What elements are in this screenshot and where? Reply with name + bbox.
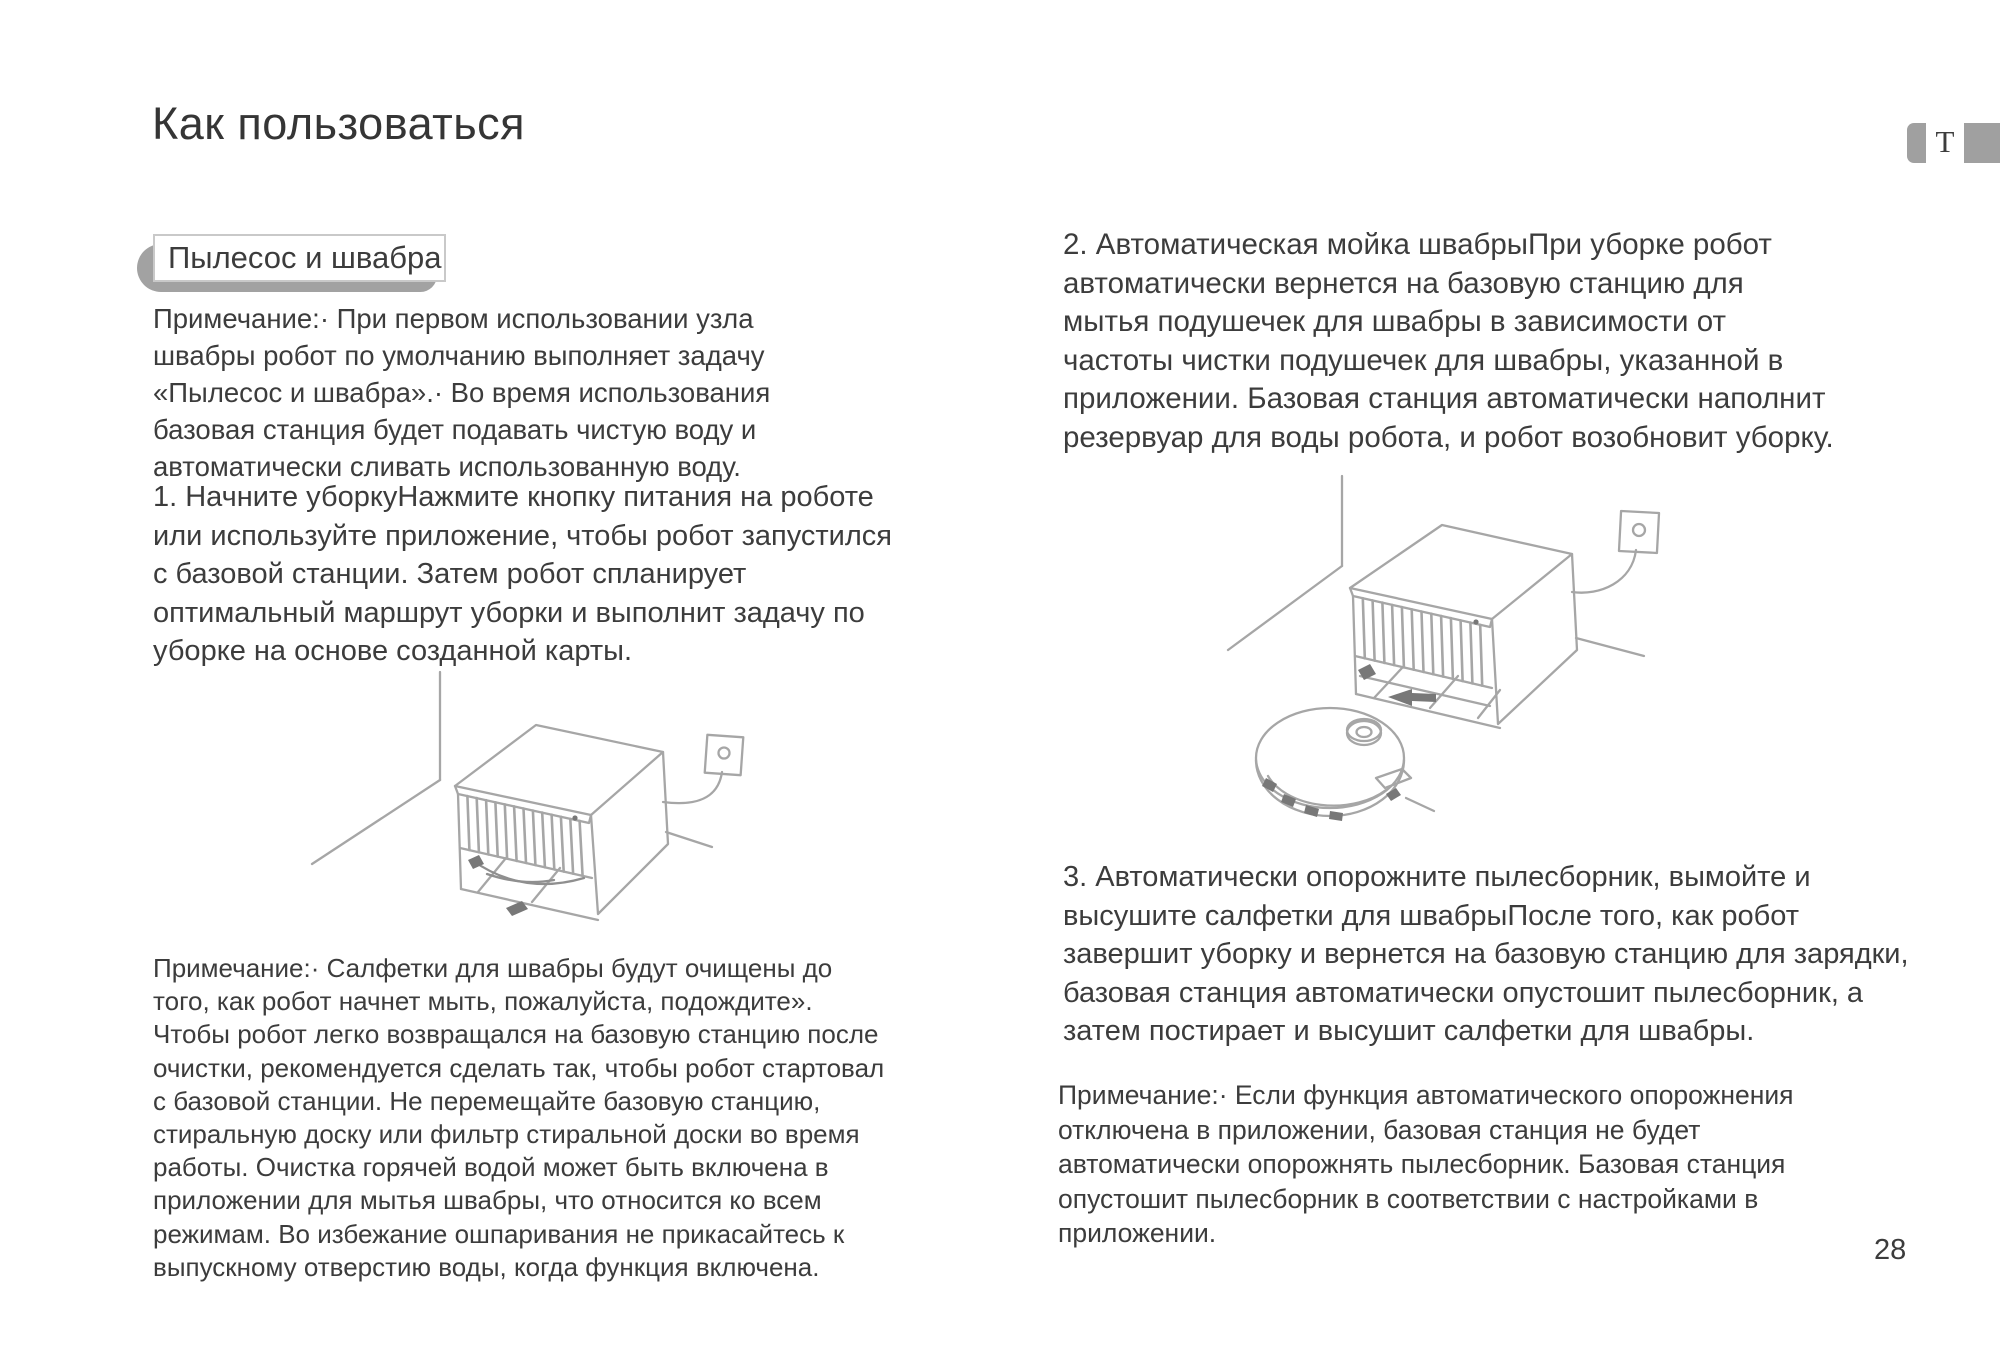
power-outlet-icon: [705, 735, 744, 775]
paragraph-line: очистки, рекомендуется сделать так, чтобы робот стартовал: [153, 1052, 885, 1083]
power-outlet-icon: [1619, 511, 1659, 553]
paragraph-line: «Пылесос и швабра».· Во время использования: [153, 377, 771, 408]
note-top-paragraph: [153, 300, 770, 485]
paragraph-line: завершит уборку и вернется на базовую станцию для зарядки,: [1063, 938, 1909, 970]
page-number: 28: [1874, 1234, 1907, 1266]
paragraph-line: мытья подушечек для швабры в зависимости от: [1063, 305, 1726, 338]
edge-tab-letter: T: [1926, 118, 1964, 166]
paragraph-line: с базовой станции. Затем робот спланирует: [153, 558, 747, 590]
paragraph-line: работы. Очистка горячей водой может быть включена в: [153, 1152, 829, 1183]
note-right-paragraph: [1058, 1078, 1794, 1251]
step-1-paragraph: [153, 478, 892, 671]
paragraph-line: автоматически вернется на базовую станцию для: [1063, 266, 1744, 300]
paragraph-line: или используйте приложение, чтобы робот запустился: [153, 519, 892, 552]
wash-tray: [1358, 619, 1500, 718]
paragraph-line: затем постирает и высушит салфетки для швабры.: [1063, 1015, 1755, 1047]
paragraph-line: выпускному отверстию воды, когда функция включена.: [153, 1251, 820, 1282]
robot-vacuum: [1256, 708, 1434, 821]
paragraph-line: автоматически опорожнять пылесборник. Базовая станция: [1058, 1149, 1786, 1179]
slat-panel: [1363, 598, 1482, 686]
paragraph-line: с базовой станции. Не перемещайте базовую станцию,: [153, 1085, 821, 1116]
paragraph-line: 3. Автоматически опорожните пылесборник, вымойте и: [1063, 861, 1811, 893]
base-station-robot-docked-illustration: [282, 652, 827, 952]
paragraph-line: Примечание:· Салфетки для швабры будут очищены до: [153, 953, 833, 983]
paragraph-line: Примечание:· Если функция автоматического опорожнения: [1058, 1080, 1794, 1110]
floor-line: [1576, 638, 1644, 656]
paragraph-line: того, как робот начнет мыть, пожалуйста, подождите».: [153, 986, 813, 1017]
paragraph-line: Чтобы робот легко возвращался на базовую станцию после: [153, 1019, 879, 1050]
bumper-marks: [1262, 778, 1401, 821]
section-header-label: Пылесос и швабра: [153, 234, 446, 282]
floor-line: [666, 832, 712, 847]
page-title: Как пользоваться: [152, 98, 526, 149]
paragraph-line: швабры робот по умолчанию выполняет задачу: [153, 340, 765, 371]
base-station: [1350, 525, 1577, 728]
power-cord: [1572, 550, 1636, 593]
docked-robot: [468, 815, 584, 916]
paragraph-line: отключена в приложении, базовая станция не будет: [1058, 1114, 1701, 1145]
paragraph-line: стиральную доску или фильтр стиральной доски во время: [153, 1119, 860, 1150]
paragraph-line: базовая станция автоматически опустошит пылесборник, а: [1063, 976, 1864, 1009]
paragraph-line: автоматически сливать использованную воду.: [153, 451, 741, 482]
section-header: [153, 234, 446, 282]
paragraph-line: базовая станция будет подавать чистую воду и: [153, 414, 757, 445]
step-2-paragraph: [1063, 226, 1834, 457]
wall-corner-lines: [312, 672, 440, 864]
side-brush: [1406, 798, 1434, 811]
paragraph-line: высушите салфетки для швабрыПосле того, как робот: [1063, 899, 1800, 932]
paragraph-line: Примечание:· При первом использовании узла: [153, 303, 754, 334]
note-bottom-paragraph: [153, 952, 884, 1284]
lidar-turret: [1347, 719, 1381, 745]
paragraph-line: резервуар для воды робота, и робот возобновит уборку.: [1063, 420, 1834, 454]
paragraph-line: режимам. Во избежание ошпаривания не прикасайтесь к: [153, 1218, 845, 1249]
power-cord: [663, 772, 722, 803]
paragraph-line: оптимальный маршрут уборки и выполнит задачу по: [153, 596, 865, 629]
base-station: [455, 725, 668, 920]
paragraph-line: 2. Автоматическая мойка швабрыПри уборке робот: [1063, 228, 1772, 261]
base-station-robot-front-illustration: [1180, 442, 1740, 847]
paragraph-line: приложении. Базовая станция автоматически наполнит: [1063, 382, 1826, 415]
paragraph-line: приложении для мытья швабры, что относится ко всем: [153, 1185, 822, 1216]
paragraph-line: частоты чистки подушечек для швабры, указанной в: [1063, 343, 1784, 377]
wall-corner-lines: [1228, 476, 1342, 650]
paragraph-line: приложении.: [1058, 1218, 1217, 1248]
paragraph-line: уборке на основе созданной карты.: [153, 635, 633, 667]
paragraph-line: опустошит пылесборник в соответствии с настройками в: [1058, 1183, 1759, 1214]
edge-tab: [1907, 123, 2000, 163]
step-3-paragraph: [1063, 858, 1909, 1051]
paragraph-line: 1. Начните уборкуНажмите кнопку питания на роботе: [153, 481, 874, 513]
